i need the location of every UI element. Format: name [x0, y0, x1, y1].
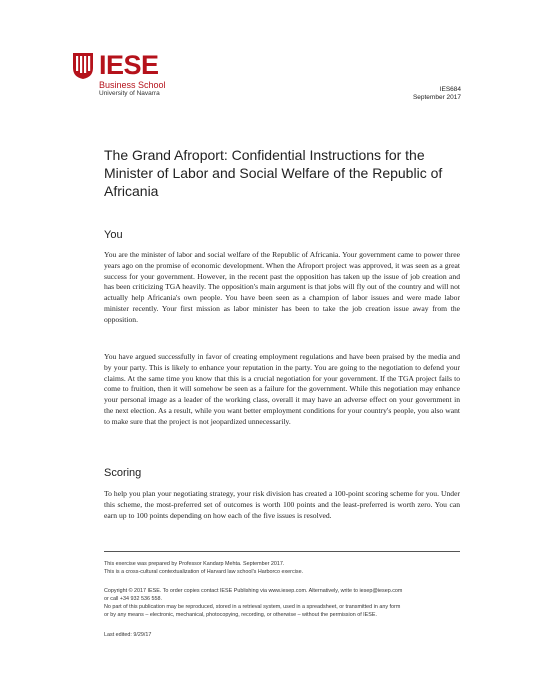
footer-copyright [104, 587, 460, 619]
footer-last-edited: Last edited: 9/29/17 [104, 632, 152, 638]
iese-logo [72, 52, 182, 104]
footer-copyright-line2: or call +34 932 536 558. [104, 596, 162, 602]
footer-authorship [104, 560, 460, 576]
paragraph-you-2: You have argued successfully in favor of creating employment regulations and have been praised by the media and by your party. This is likely to enhance your reputation in the party. You are going to the negotiation to defend your claims. At the same time you know that this is a crucial negotiation for your government. If the TGA project fails to come to fruition, then it will somehow be seen as a failure for the government. While this negotiation may enhance your personal image as a leader of the working class, overall it may have an adverse effect on your government in the next election. As a result, while you want better employment conditions for your country's people, you also want to make sure that the project is not jeopardized unnecessarily. [104, 352, 460, 426]
footer-note-source: This is a cross-cultural contextualization of Harvard law school's Harborco exercise. [104, 569, 304, 575]
document-reference [413, 86, 461, 102]
footer-rights-line1: No part of this publication may be reproduced, stored in a retrieval system, used in a spreadsheet, or transmitted in any form [104, 604, 401, 610]
footer-divider [104, 551, 460, 552]
paragraph-you-1: You are the minister of labor and social welfare of the Republic of Africania. Your government came to power three years ago on the promise of economic development. When the Afroport project was approved, it was seen as a great success for your government. However, in the recent past the opposition has taken up the issue of job creation and has been criticizing TGA heavily. The opposition's main argument is that jobs will fly out of the country and will not actually help Africania's own people. You have been seen as a champion of labor issues and were made labor minister recently. Your first mission as labor minister has been to take the job creation issue away from the opposition. [104, 250, 460, 324]
footer-rights-line2: or by any means – electronic, mechanical, photocopying, recording, or otherwise – without the permission of IESE. [104, 612, 377, 618]
paragraph-scoring-1: To help you plan your negotiating strategy, your risk division has created a 100-point scoring scheme for you. Under this scheme, the most-preferred set of outcomes is worth 100 points and the least-preferred is worth zero. You can earn up to 100 points depending on how each of the five issues is resolved. [104, 489, 460, 520]
footer-note-author: This exercise was prepared by Professor Kandarp Mehta. September 2017. [104, 561, 285, 567]
section-heading-you: You [104, 229, 123, 241]
footer-copyright-line1: Copyright © 2017 IESE. To order copies contact IESE Publishing via www.iesep.com. Alternatively, write to iesep@iesep.com [104, 588, 403, 594]
logo-school-name: Business School [99, 80, 166, 90]
iese-crest-icon [72, 52, 94, 80]
logo-wordmark: IESE [99, 50, 159, 80]
document-date: September 2017 [412, 94, 461, 101]
document-title: The Grand Afroport: Confidential Instructions for the Minister of Labor and Social Welfare of the Republic of Africania [104, 147, 443, 199]
document-code: IES684 [439, 86, 461, 93]
logo-university: University of Navarra [99, 90, 160, 97]
section-heading-scoring: Scoring [104, 467, 142, 479]
